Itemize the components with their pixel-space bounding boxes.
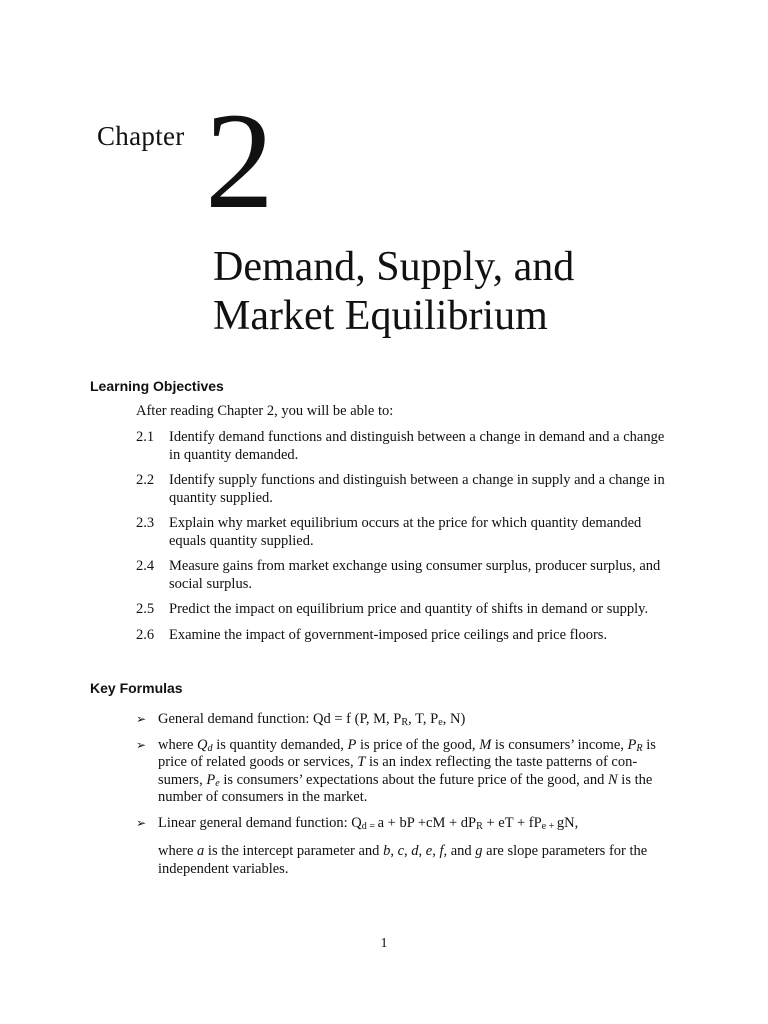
variable-symbol: P — [206, 771, 216, 788]
definition-text: where — [158, 736, 198, 753]
formula-subscript: d = — [361, 820, 378, 832]
definition-text: is an index reflecting the taste patterns of con-sumers, — [158, 754, 638, 788]
formula-text: gN, — [556, 814, 579, 831]
formula-subscript: e — [438, 717, 443, 728]
page-number: 1 — [380, 936, 388, 951]
formula-text: General demand function: Qd = f (P, M, P — [158, 711, 402, 727]
definition-text: are slope parameters for the independent variables. — [158, 843, 648, 877]
definition-text: is price of related goods or services, — [158, 736, 656, 770]
definition-text: , — [390, 843, 398, 859]
arrow-bullet-icon: ➢ — [136, 712, 147, 726]
chapter-title-line2: Market Equilibrium — [213, 293, 548, 339]
objective-text: Examine the impact of government-imposed price ceilings and price floors. — [169, 626, 608, 643]
learning-objectives-heading: Learning Objectives — [90, 378, 224, 394]
learning-objectives-intro: After reading Chapter 2, you will be able to: — [136, 403, 394, 419]
definition-text: is quantity demanded, — [212, 736, 348, 753]
objective-item — [136, 472, 676, 507]
formula-item — [136, 737, 676, 807]
chapter-number: 2 — [205, 84, 274, 237]
variable-symbol: M — [479, 736, 492, 753]
definition-text: is price of the good, — [356, 736, 480, 753]
objective-item — [136, 627, 676, 645]
definition-text: where — [158, 843, 198, 859]
objective-text: Identify demand functions and distinguish between a change in demand and a change in quantity demanded. — [169, 429, 665, 463]
objective-text: Measure gains from market exchange using consumer surplus, producer surplus, and social surplus. — [169, 558, 661, 592]
objective-number: 2.1 — [136, 429, 155, 445]
arrow-bullet-icon: ➢ — [136, 737, 147, 752]
parameter-symbol: b — [383, 843, 391, 859]
parameter-symbol: c — [397, 843, 404, 859]
variable-subscript: R — [636, 742, 643, 754]
definition-text: , — [432, 843, 440, 859]
key-formulas-heading: Key Formulas — [90, 680, 183, 696]
formula-subscript: e + — [541, 820, 557, 832]
objective-number: 2.2 — [136, 472, 155, 488]
formula-text: , N) — [442, 711, 466, 727]
parameter-symbol: e — [425, 843, 433, 859]
variable-definitions — [158, 737, 676, 807]
linear-demand-function — [158, 815, 676, 833]
formula-subscript: R — [476, 820, 483, 832]
variable-subscript: e — [215, 777, 220, 789]
objective-text: Explain why market equilibrium occurs at the price for which quantity demanded equals quantity supplied. — [169, 515, 642, 549]
chapter-title-line1: Demand, Supply, and — [213, 244, 575, 290]
objective-item — [136, 515, 676, 550]
definition-text: is the intercept parameter and — [204, 843, 384, 859]
variable-symbol: T — [357, 754, 366, 770]
definition-text: is the number of consumers in the market. — [158, 771, 653, 805]
objective-text: Predict the impact on equilibrium price and quantity of shifts in demand or supply. — [169, 601, 649, 617]
objective-number: 2.5 — [136, 601, 155, 617]
definition-text: is consumers’ income, — [491, 736, 628, 753]
formula-text: a + bP +cM + dP — [377, 814, 477, 831]
parameter-symbol: f — [439, 843, 444, 859]
formula-text: , T, P — [408, 711, 439, 727]
objective-number: 2.4 — [136, 558, 155, 574]
parameter-definitions — [158, 843, 678, 878]
chapter-label: Chapter — [97, 121, 185, 151]
chapter-title — [213, 243, 574, 341]
objective-item — [136, 601, 676, 619]
objective-number: 2.3 — [136, 515, 155, 531]
parameter-symbol: g — [475, 843, 483, 859]
definition-text: , — [404, 843, 412, 859]
arrow-bullet-icon: ➢ — [136, 815, 147, 830]
definition-text: , — [418, 843, 426, 859]
parameter-symbol: a — [197, 843, 205, 859]
objective-item — [136, 558, 676, 593]
general-demand-function — [158, 711, 676, 729]
objective-item — [136, 429, 676, 464]
learning-objectives-list — [136, 429, 676, 652]
definition-text: , and — [443, 843, 476, 859]
formula-text: + eT + fP — [482, 814, 542, 831]
formula-subscript: R — [401, 717, 409, 728]
formula-item — [136, 711, 676, 729]
variable-symbol: P — [627, 736, 637, 753]
formula-text: Linear general demand function: Q — [158, 814, 362, 831]
parameter-symbol: d — [411, 843, 419, 859]
objective-text: Identify supply functions and distinguish between a change in supply and a change in quantity supplied. — [169, 472, 665, 506]
definition-text: is consumers’ expectations about the future price of the good, and — [219, 771, 608, 788]
variable-symbol: P — [347, 736, 357, 753]
key-formulas-list — [136, 711, 676, 840]
formula-item — [136, 815, 676, 833]
objective-number: 2.6 — [136, 626, 155, 643]
variable-subscript: d — [207, 742, 213, 754]
variable-symbol: N — [608, 771, 618, 788]
variable-symbol: Q — [197, 736, 208, 753]
